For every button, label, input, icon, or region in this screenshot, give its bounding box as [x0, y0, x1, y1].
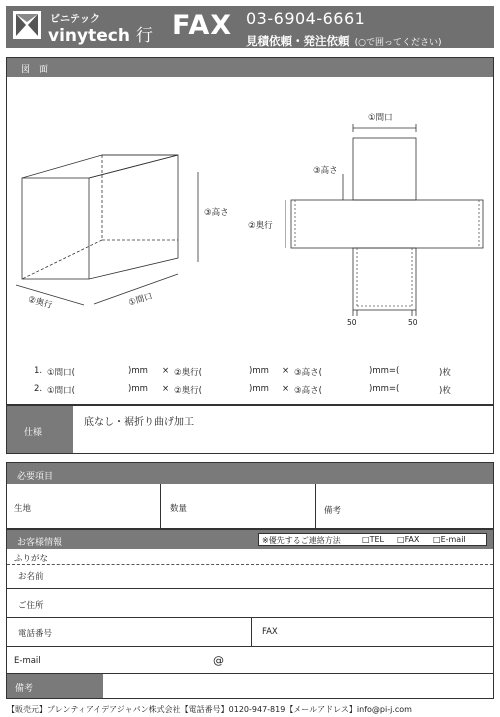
drawing-section-title: 図 面: [21, 65, 49, 75]
row-width: ①間口(: [47, 368, 75, 378]
row-divider-1: [7, 588, 493, 589]
spec-row: [6, 405, 494, 454]
field-notes[interactable]: 備考: [324, 506, 342, 516]
row-times-1: ×: [162, 384, 170, 394]
spec-label-cell: [7, 406, 73, 453]
row-unit-1: )mm: [128, 366, 148, 376]
required-divider-1: [160, 484, 161, 528]
field-fabric[interactable]: 生地: [14, 504, 32, 514]
name-label[interactable]: お名前: [18, 572, 44, 582]
footer-seller: プレンティアイデアジャパン株式会社: [47, 705, 181, 714]
spec-value: 底なし・裾折り曲げ加工: [84, 417, 194, 428]
contact-option-fax-label: FAX: [404, 535, 420, 544]
contact-option-tel[interactable]: □TEL: [362, 535, 384, 544]
net-margin-left: 50: [347, 318, 357, 327]
row-divider-2: [7, 617, 493, 618]
drawing-section-header: [7, 58, 493, 77]
net-margin-right: 50: [408, 318, 418, 327]
header-subtitle: [246, 30, 441, 49]
furigana-divider: [7, 564, 493, 565]
footer-mail[interactable]: info@pi-j.com: [356, 705, 412, 714]
email-label[interactable]: E-mail: [14, 656, 41, 666]
box-label-depth: ②奥行: [26, 294, 54, 312]
row-qty: )枚: [439, 368, 451, 378]
box-label-width: ①間口: [127, 291, 154, 309]
footer-phone: 0120-947-819: [228, 705, 286, 714]
contact-preference-box: [258, 533, 487, 546]
net-diagram: [285, 110, 490, 325]
fax-label: FAX: [172, 10, 233, 41]
brand-kana: ビニテック: [50, 14, 100, 25]
row-num: 1.: [34, 366, 43, 376]
row-times-2: ×: [282, 384, 290, 394]
fax-number: 03-6904-6661: [246, 9, 366, 28]
contact-preference-label: ※優先するご連絡方法: [262, 536, 341, 545]
row-height: ③高さ(: [294, 368, 322, 378]
row-depth: ②奥行(: [174, 386, 202, 396]
spec-label: 仕様: [24, 428, 43, 438]
remarks-label: 備考: [15, 684, 34, 694]
box-diagram: [10, 150, 210, 320]
email-at-sign: @: [213, 654, 224, 667]
row-height: ③高さ(: [294, 386, 322, 396]
row-qty: )枚: [439, 386, 451, 396]
footer: [7, 704, 412, 715]
row-unit-2: )mm: [249, 366, 269, 376]
subtitle-main: 見積依頼・発注依頼: [246, 34, 350, 48]
furigana-label[interactable]: ふりがな: [14, 554, 49, 564]
required-section-title: 必要項目: [17, 472, 54, 482]
dimension-row-2: [34, 384, 474, 396]
net-label-height: ③高さ: [313, 166, 338, 176]
row-num: 2.: [34, 384, 43, 394]
logo-icon: [12, 10, 42, 40]
fax-field-label[interactable]: FAX: [262, 627, 278, 637]
address-label[interactable]: ご住所: [18, 601, 44, 611]
row-unit-2: )mm: [249, 384, 269, 394]
contact-option-fax[interactable]: □FAX: [397, 535, 420, 544]
row-unit-3: )mm=(: [369, 384, 400, 394]
contact-option-email[interactable]: □E-mail: [433, 535, 466, 544]
row-times-2: ×: [282, 366, 290, 376]
contact-option-tel-label: TEL: [369, 535, 384, 544]
footer-phone-label: 【電話番号】: [180, 705, 229, 714]
row-unit-1: )mm: [128, 384, 148, 394]
box-label-height: ③高さ: [204, 208, 229, 218]
row-times-1: ×: [162, 366, 170, 376]
row-width: ①間口(: [47, 386, 75, 396]
dimension-row-1: [34, 366, 474, 378]
row-depth: ②奥行(: [174, 368, 202, 378]
subtitle-note: (○で囲ってください): [354, 38, 442, 48]
customer-section-title: お客様情報: [17, 538, 63, 548]
remarks-label-cell: [7, 674, 103, 698]
row-unit-3: )mm=(: [369, 366, 400, 376]
contact-option-email-label: E-mail: [440, 535, 466, 544]
field-quantity[interactable]: 数量: [170, 504, 188, 514]
brand-name-text: vinytech: [48, 26, 130, 46]
net-label-width: ①間口: [368, 113, 393, 123]
row-divider-3: [7, 646, 493, 647]
net-label-depth: ②奥行: [248, 221, 273, 231]
phone-fax-divider: [251, 617, 252, 646]
required-section-header: [7, 463, 493, 484]
required-divider-2: [315, 484, 316, 528]
brand-name: [48, 21, 153, 46]
brand-suffix: 行: [135, 26, 153, 46]
footer-seller-label: 【販売元】: [7, 705, 47, 714]
footer-mail-label: 【メールアドレス】: [285, 705, 357, 714]
phone-label[interactable]: 電話番号: [18, 629, 53, 639]
